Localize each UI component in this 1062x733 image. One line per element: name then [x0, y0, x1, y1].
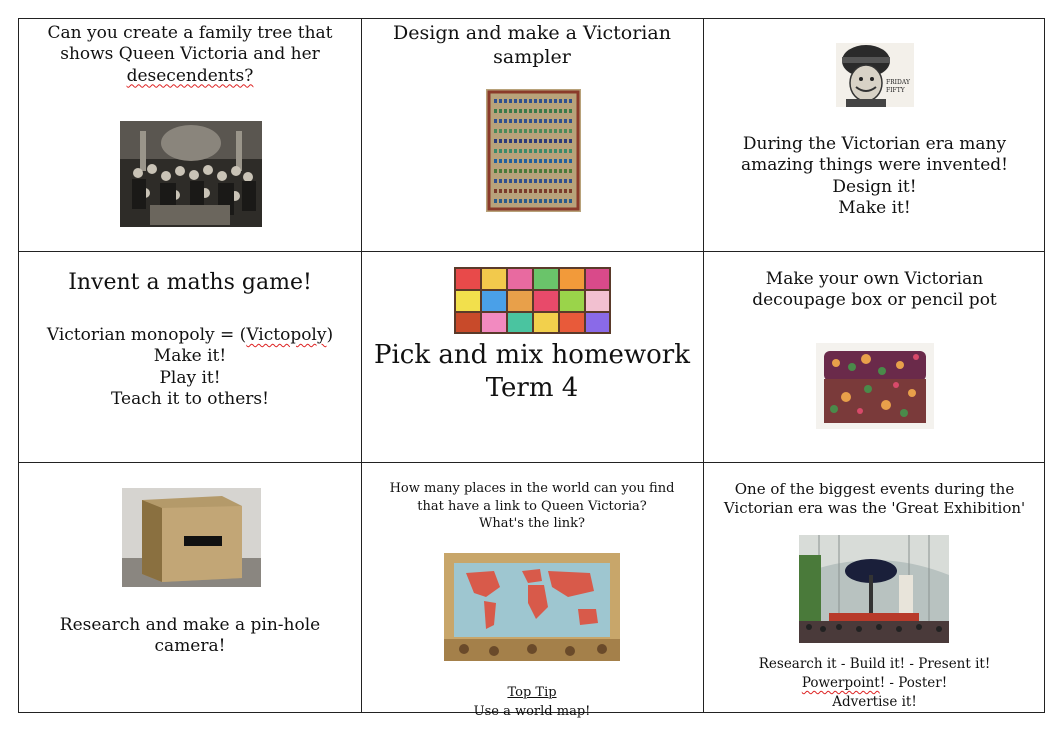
top-tip-text: Use a world map!: [473, 703, 591, 719]
exhibition-line3: Research it - Build it! - Present it!: [758, 656, 991, 672]
sampler-line1: Design and make a Victorian: [393, 22, 671, 44]
maths-line1-prefix: Victorian monopoly = (: [46, 325, 247, 345]
maths-line2: Make it!: [153, 346, 227, 367]
family-tree-line1: Can you create a family tree that: [47, 23, 333, 43]
maths-game-title: Invent a maths game!: [68, 270, 312, 295]
world-line3: What's the link?: [478, 516, 586, 532]
sweets-image: [454, 267, 611, 334]
center-title-line2: Term 4: [485, 372, 579, 403]
great-exhibition-image: [799, 535, 949, 643]
inventions-line1: During the Victorian era many: [742, 134, 1007, 154]
family-tree-line3: desecendents?: [126, 65, 254, 86]
maths-line1-suffix: ): [326, 325, 334, 345]
camera-line2: camera!: [154, 636, 226, 657]
homework-grid: [18, 18, 1045, 719]
cell-family-tree: [19, 19, 361, 251]
cell-center-title: [361, 251, 703, 462]
maths-line1-word: Victopoly: [246, 325, 327, 345]
family-tree-line2: shows Queen Victoria and her: [60, 44, 320, 65]
exhibition-line1: One of the biggest events during the: [734, 480, 1015, 498]
victorian-world-map: [444, 553, 620, 661]
world-line1: How many places in the world can you find: [389, 481, 675, 496]
royal-family-photo: [120, 121, 262, 227]
exhibition-line4-word: Powerpoint: [801, 674, 880, 691]
maths-line4: Teach it to others!: [111, 388, 269, 409]
victorian-inventor-illustration: [836, 43, 914, 107]
exhibition-line4-rest: ! - Poster!: [879, 674, 948, 691]
cell-sampler: [361, 19, 703, 251]
world-line2: that have a link to Queen Victoria?: [417, 498, 647, 514]
cell-exhibition: [703, 462, 1046, 714]
inventions-line3: Design it!: [832, 176, 917, 197]
pinhole-camera-image: [122, 488, 261, 587]
maths-line3: Play it!: [159, 367, 221, 388]
inventions-line4: Make it!: [838, 197, 911, 218]
camera-line1: Research and make a pin-hole: [59, 615, 321, 635]
victorian-sampler-image: [486, 89, 581, 212]
cell-maths-game: [19, 251, 361, 462]
sampler-line2: sampler: [493, 45, 571, 68]
inventor-stamp-text: FRIDAY FIFTY: [886, 79, 910, 94]
cell-decoupage: [703, 251, 1046, 462]
cell-inventions: [703, 19, 1046, 251]
center-title-line1: Pick and mix homework: [374, 340, 690, 370]
decoupage-line2: decoupage box or pencil pot: [752, 290, 997, 311]
inventions-line2: amazing things were invented!: [740, 155, 1008, 176]
cell-world: [361, 462, 703, 719]
exhibition-line2: Victorian era was the 'Great Exhibition': [723, 498, 1026, 517]
cell-camera: [19, 462, 361, 714]
decoupage-box-image: [816, 343, 934, 429]
top-tip-heading: Top Tip: [507, 685, 557, 700]
decoupage-line1: Make your own Victorian: [765, 269, 984, 289]
exhibition-line5: Advertise it!: [832, 693, 917, 710]
